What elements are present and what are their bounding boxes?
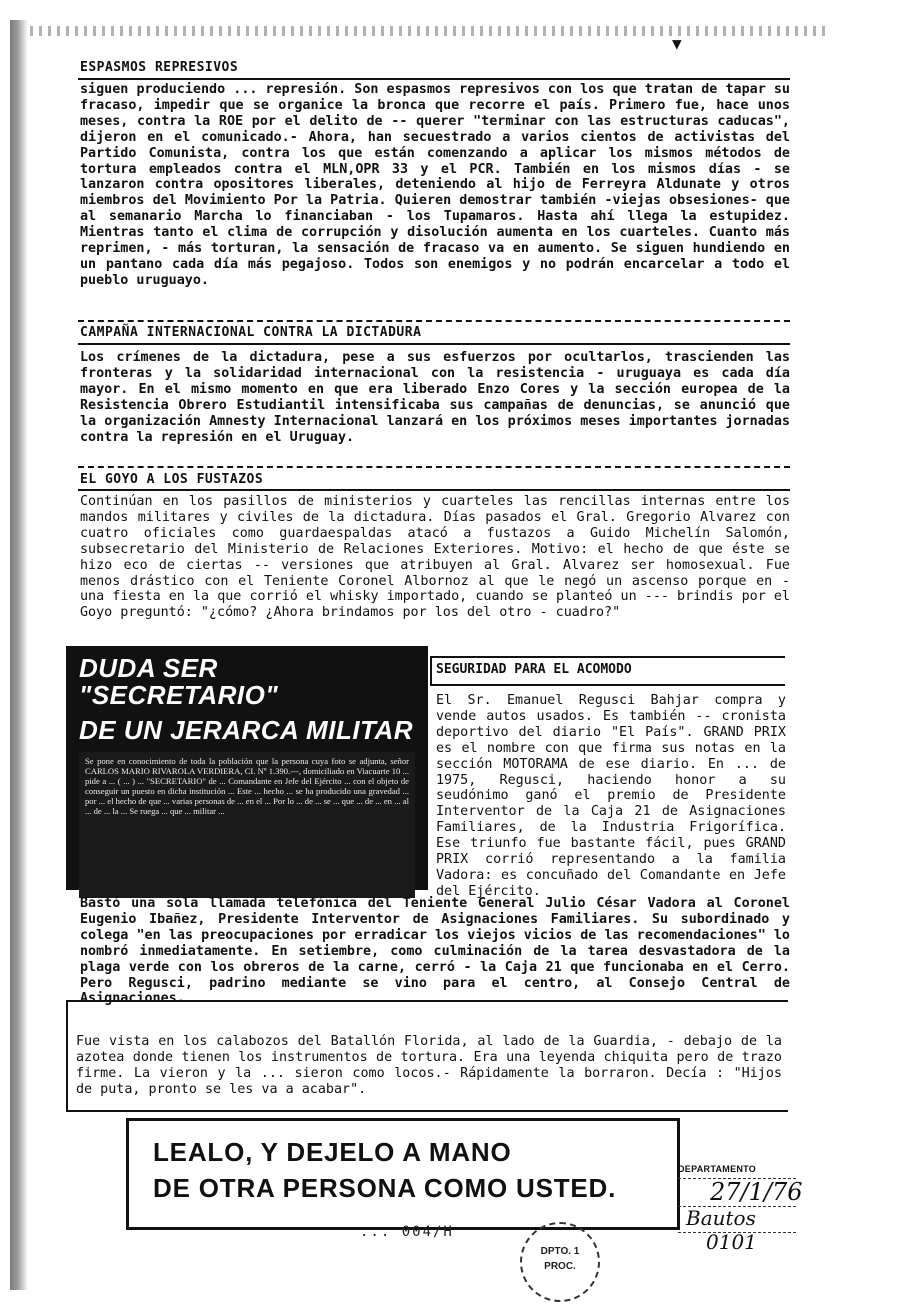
clipping-body: Se pone en conocimiento de toda la población que la persona cuya foto se adjunta, señor CARLOS MARIO RIVAROLA VERDIERA, CI. Nº 1.390.---, domiciliado en Viacuarte 10 ... pide a ... ( ... ) ... "SECRETARIO" de ... Comandante en Jefe del Ejército ... con el objeto de conseguir un puesto en dicha institución ... Este ... hecho ... se ha producido una gravedad ... por ... el hecho de que ... varias personas de ... en el ... Por lo ... de ... se ... que ... de ... en ... al ... de ... la ... Se ruega ... que ... militar ... [79,752,415,898]
handwritten-signature: Bautos [686,1206,756,1230]
section-title-campana: CAMPAÑA INTERNACIONAL CONTRA LA DICTADURA [80,325,422,340]
clipping-headline-1: DUDA SER "SECRETARIO" [79,653,279,710]
paragraph-seguridad-continuation: Bastó una sola llamada telefónica del Teniente General Julio César Vadora al Coronel Eugenio Ibañez, Presidente Interventor de Asignaciones Familiares. Su subordinado y colega "en las preocupaciones por erradicar los viejos vicios de las recomendaciones" lo nombró inmediatamente. En setiembre, como culminación de la tarea desvastadora de la plaga verde con los obreros de la carne, cerró - la Caja 21 que funcionaba en el Cerro. Pero Regusci, padrino mediante se vino para el centro, al Consejo Central de Asignaciones. [80,896,790,1007]
divider [78,489,790,491]
section-title-espasmos: ESPASMOS REPRESIVOS [80,60,239,75]
handwritten-date: 27/1/76 [710,1178,803,1206]
file-reference: ... 004/H [360,1224,454,1240]
scan-top-edge [30,26,830,36]
section-title-seguridad: SEGURIDAD PARA EL ACOMODO [436,662,632,677]
banner-line-2: DE OTRA PERSONA COMO USTED. [153,1173,617,1203]
divider [78,78,790,80]
section-title-goyo: EL GOYO A LOS FUSTAZOS [80,472,264,487]
circular-seal [520,1222,600,1302]
divider [78,343,790,345]
scan-left-edge [10,20,28,1290]
divider [78,466,790,468]
newspaper-clipping [66,646,428,890]
slogan-banner [126,1118,680,1230]
paragraph-campana: Los crímenes de la dictadura, pese a sus esfuerzos por ocultarlos, trascienden las fronteras y la solidaridad internacional con la resistencia - uruguaya es cada día mayor. En el mismo momento en que era liberado Enzo Cores y la sección europea de la Resistencia Obrero Estudiantil intensificaba sus campañas de denuncias, se anunció que la organización Amnesty Internacional lanzará en los próximos meses importantes jornadas contra la represión en el Uruguay. [80,350,790,445]
paragraph-calabozos: Fue vista en los calabozos del Batallón Florida, al lado de la Guardia, - debajo de la azotea donde tienen los instrumentos de tortura. Era una leyenda chiquita pero de trazo firme. La vieron y la ... sieron como locos.- Rápidamente la borraron. Decía : "Hijos de puta, pronto se les va a acabar". [76,1034,782,1097]
seal-line-2: PROC. [544,1261,576,1272]
clipping-headline-2: DE UN JERARCA MILITAR [79,715,414,745]
paragraph-espasmos: siguen produciendo ... represión. Son espasmos represivos con los que tratan de tapar su fracaso, impedir que se organice la bronca que recorre el país. Primero fue, hace unos meses, contra la ROE por el delito de -- querer "terminar con las estructuras caducas", dijeron en el comunicado.- Ahora, han secuestrado a varios cientos de activistas del Partido Comunista, contra los que están comenzando a aplicar los mismos métodos de tortura empleados contra el MLN,OPR 33 y el PCR. También en los mismos días - se lanzaron contra opositores liberales, deteniendo al hijo de Ferreyra Aldunate y otros miembros del Movimiento Por la Patria. Quieren demostrar también -viejas obsesiones- que al semanario Marcha lo financiaban - los Tupamaros. Hasta ahí llega la estupidez. Mientras tanto el clima de corrupción y disolución aumenta en los cuarteles. Cuanto más reprimen, - más torturan, la sensación de fracaso va en aumento. Se siguen hundiendo en un pantano cada día más pegajoso. Todos son enemigos y no podrán encarcelar a todo el pueblo uruguayo. [80,82,790,288]
paragraph-seguridad-column: El Sr. Emanuel Regusci Bahjar compra y vende autos usados. Es también -- cronista deportivo del diario "El País". GRAND PRIX es el nombre con que firma sus notas en la sección MOTORAMA de ese diario. En ... de 1975, Regusci, haciendo honor a su seudónimo ganó el premio de Presidente Interventor de la Caja 21 de Asignaciones Familiares, de la Industria Frigorífica. Ese triunfo fue bastante fácil, pues GRAND PRIX corrió representando a la familia Vadora: es concuñado del Comandante en Jefe del Ejército. [436,693,786,899]
divider [78,320,790,322]
handwritten-number: 0101 [706,1230,757,1254]
stamp-label: DEPARTAMENTO [678,1164,757,1174]
scan-speck: ▼ [672,34,682,53]
paragraph-goyo: Continúan en los pasillos de ministerios y cuarteles las rencillas internas entre los mandos militares y civiles de la dictadura. Días pasados el Gral. Gregorio Alvarez con cuatro oficiales como guardaespaldas atacó a fustazos a Guido Michelín Salomón, subsecretario del Ministerio de Relaciones Exteriores. Motivo: el hecho de que éste se hizo eco de ciertas -- versiones que atribuyen al Gral. Alvarez ser homosexual. Fue menos drástico con el Teniente Coronel Albornoz al que le negó un ascenso porque en - una fiesta en la que corrió el whisky importado, cuando se planteó un --- brindis por el Goyo preguntó: "¿cómo? ¿Ahora brindamos por los del otro - cuadro?" [80,494,790,621]
banner-line-1: LEALO, Y DEJELO A MANO [153,1137,512,1167]
seal-line-1: DPTO. 1 [540,1246,580,1257]
